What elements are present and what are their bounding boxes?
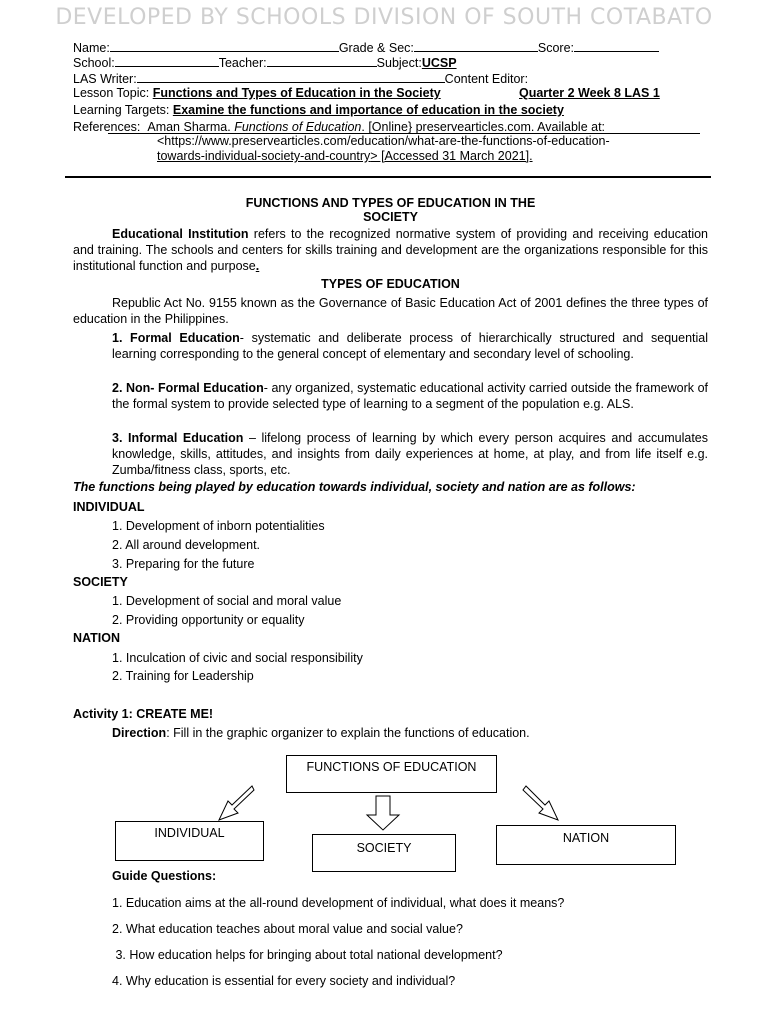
guide-question: 2. What education teaches about moral value and social value? xyxy=(112,922,463,936)
school-label: School: xyxy=(73,56,115,70)
subject-value: UCSP xyxy=(421,56,457,70)
guide-question: 4. Why education is essential for every society and individual? xyxy=(112,974,456,988)
division-banner: DEVELOPED BY SCHOOLS DIVISION OF SOUTH COTABATO xyxy=(55,5,713,30)
topic-label: Lesson Topic: xyxy=(73,86,150,100)
ref-title: Functions of Education xyxy=(234,120,362,134)
nation-item: 2. Training for Leadership xyxy=(112,669,254,683)
edu-institution-def: refers to the recognized normative system of providing and receiving education and training. The schools and centers for skills training and development are the organizations responsible for this institutional function and purpose xyxy=(73,227,709,273)
types-heading: TYPES OF EDUCATION xyxy=(321,277,460,291)
functions-box[interactable]: FUNCTIONS OF EDUCATION xyxy=(286,755,497,793)
edu-institution-period: . xyxy=(255,259,260,273)
informal-term: 3. Informal Education xyxy=(112,431,244,445)
quarter-label: Quarter 2 Week 8 LAS 1 xyxy=(519,86,660,100)
individual-item: 3. Preparing for the future xyxy=(112,557,255,571)
guide-heading: Guide Questions: xyxy=(112,869,217,883)
targets-label: Learning Targets: xyxy=(73,103,170,117)
nonformal-def: - any organized, systematic educational activity carried outside the framework of the formal system to provide selected type of learning to a segment of the population e.g. ALS. xyxy=(112,381,709,411)
grade-label: Grade & Sec: xyxy=(338,41,414,55)
writer-label: LAS Writer: xyxy=(73,72,137,86)
direction-text: : Fill in the graphic organizer to explain the functions of education. xyxy=(166,726,530,740)
society-item: 2. Providing opportunity or equality xyxy=(112,613,305,627)
nonformal-term: 2. Non- Formal Education xyxy=(112,381,264,395)
nation-heading: NATION xyxy=(73,631,120,645)
edu-institution-term: Educational Institution xyxy=(112,227,249,241)
formal-term: 1. Formal Education xyxy=(112,331,240,345)
activity-title: Activity 1: CREATE ME! xyxy=(73,707,214,721)
society-item: 1. Development of social and moral value xyxy=(112,594,342,608)
ref-url-part3: > [Accessed 31 March 2021]. xyxy=(370,149,533,163)
ref-url-line1[interactable]: <https://www.preservearticles.com/education/what-are-the-functions-of-education- xyxy=(157,134,610,148)
nation-item: 1. Inculcation of civic and social responsibility xyxy=(112,651,363,665)
individual-heading: INDIVIDUAL xyxy=(73,500,145,514)
formal-def: - systematic and deliberate process of hierarchically structured and sequential learning corresponding to the general concept of elementary and secondary level of schooling. xyxy=(112,331,709,361)
ref-rest: . [Online} preservearticles.com. Available at: xyxy=(361,120,606,134)
teacher-label: Teacher: xyxy=(218,56,267,70)
references-label: References: xyxy=(73,120,141,134)
society-box[interactable]: SOCIETY xyxy=(312,834,456,872)
arrow-right-icon xyxy=(523,786,558,820)
individual-box[interactable]: INDIVIDUAL xyxy=(115,821,264,861)
arrow-left-icon xyxy=(219,786,254,820)
title-line2: SOCIETY xyxy=(363,210,418,224)
subject-label: Subject: xyxy=(376,56,422,70)
ref-author: Aman Sharma. xyxy=(147,120,231,134)
society-heading: SOCIETY xyxy=(73,575,128,589)
name-label: Name: xyxy=(73,41,110,55)
score-label: Score: xyxy=(537,41,575,55)
title-line1: FUNCTIONS AND TYPES OF EDUCATION IN THE xyxy=(245,196,536,210)
guide-question: 1. Education aims at the all-round development of individual, what does it means? xyxy=(112,896,565,910)
topic-value: Functions and Types of Education in the Society xyxy=(152,86,441,100)
ref-url-part2: towards-individual-society-and-country xyxy=(157,149,371,163)
direction-label: Direction xyxy=(112,726,167,740)
targets-value: Examine the functions and importance of education in the society xyxy=(172,103,564,117)
nation-box[interactable]: NATION xyxy=(496,825,676,865)
ra-paragraph: Republic Act No. 9155 known as the Governance of Basic Education Act of 2001 defines the three types of education in the Philippines. xyxy=(73,296,708,326)
editor-label: Content Editor: xyxy=(444,72,529,86)
informal-def: – lifelong process of learning by which every person acquires and accumulates knowledge, skills, attitudes, and insights from daily experiences at home, at play, and from life itself e.g. Zumba/fitness class, sports, etc. xyxy=(112,431,708,477)
functions-intro: The functions being played by education towards individual, society and nation are as follows: xyxy=(73,480,636,494)
arrow-down-icon xyxy=(367,796,399,830)
guide-question: 3. How education helps for bringing about total national development? xyxy=(112,948,503,962)
individual-item: 1. Development of inborn potentialities xyxy=(112,519,325,533)
individual-item: 2. All around development. xyxy=(112,538,261,552)
